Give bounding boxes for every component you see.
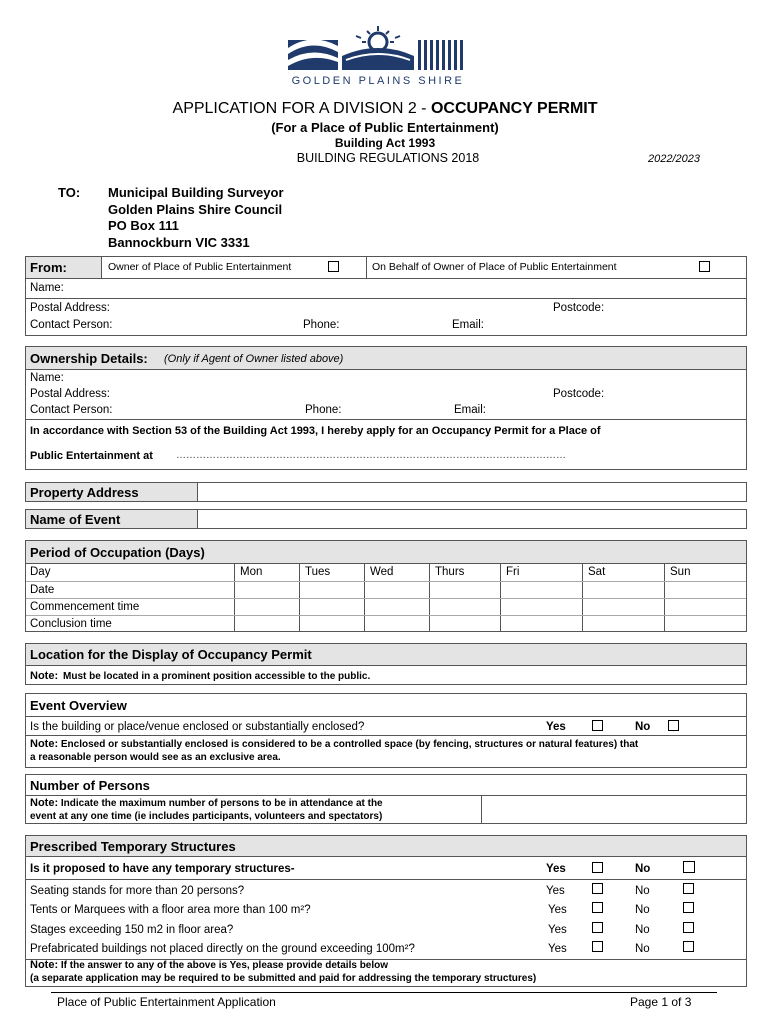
commencement-cell[interactable]	[430, 598, 501, 615]
day-sun: Sun	[665, 564, 747, 581]
stages-yes-checkbox[interactable]	[592, 922, 603, 933]
event-overview-title: Event Overview	[30, 698, 127, 713]
ownership-section	[25, 346, 747, 470]
title-year: 2022/2023	[648, 153, 700, 165]
date-cell[interactable]	[235, 581, 300, 598]
event-overview-section	[25, 693, 747, 768]
location-section	[25, 643, 747, 685]
ownership-email-label: Email:	[454, 404, 486, 416]
row-date-label: Date	[26, 581, 235, 598]
from-phone-label: Phone:	[303, 319, 340, 331]
conclusion-cell[interactable]	[365, 615, 430, 632]
enclosed-yes-checkbox[interactable]	[592, 720, 603, 731]
temp-item-yes-label: Yes	[548, 943, 567, 955]
overview-note-line1: Enclosed or substantially enclosed is considered to be a controlled space (by fencing, structures or natural features) that	[60, 739, 639, 750]
temp-note-line2: (a separate application may be required to be submitted and paid for addressing the temporary structures)	[30, 972, 537, 984]
ownership-contact-label: Contact Person:	[30, 404, 113, 416]
commencement-cell[interactable]	[583, 598, 665, 615]
from-name-label: Name:	[30, 282, 64, 294]
temp-note-line1: If the answer to any of the above is Yes, please provide details below	[60, 960, 389, 971]
from-option-agent: On Behalf of Owner of Place of Public Entertainment	[372, 261, 617, 273]
persons-note-line2: event at any one time (ie includes participants, volunteers and spectators)	[30, 811, 383, 822]
enclosed-no-label: No	[635, 721, 651, 733]
footer-page: Page 1 of 3	[630, 995, 692, 1009]
temp-item-no-label: No	[635, 904, 650, 916]
from-email-label: Email:	[452, 319, 484, 331]
from-option-owner: Owner of Place of Public Entertainment	[108, 261, 292, 273]
property-address-field[interactable]	[25, 482, 747, 502]
to-address	[108, 185, 284, 251]
period-table	[26, 564, 746, 632]
to-line: Bannockburn VIC 3331	[108, 234, 250, 250]
temp-item-yes-label: Yes	[546, 885, 565, 897]
date-cell[interactable]	[300, 581, 365, 598]
day-tues: Tues	[300, 564, 365, 581]
ownership-name-label: Name:	[30, 372, 64, 384]
declaration-dots: ………………………………………………………………………………………………………	[176, 450, 566, 461]
prefab-yes-checkbox[interactable]	[592, 941, 603, 952]
title-regs: BUILDING REGULATIONS 2018	[296, 151, 480, 165]
temp-item-no-label: No	[635, 924, 650, 936]
seating-yes-checkbox[interactable]	[592, 883, 603, 894]
to-line: Golden Plains Shire Council	[108, 201, 283, 217]
seating-no-checkbox[interactable]	[683, 883, 694, 894]
conclusion-cell[interactable]	[300, 615, 365, 632]
tents-yes-checkbox[interactable]	[592, 902, 603, 913]
temp-item-tents: Tents or Marquees with a floor area more than 100 m²?	[30, 904, 311, 916]
date-cell[interactable]	[365, 581, 430, 598]
commencement-cell[interactable]	[235, 598, 300, 615]
persons-count-input[interactable]	[481, 796, 747, 823]
commencement-cell[interactable]	[501, 598, 583, 615]
temp-yes-checkbox[interactable]	[592, 862, 603, 873]
from-label: From:	[30, 260, 67, 275]
council-logo	[286, 26, 470, 86]
event-name-field[interactable]	[25, 509, 747, 529]
row-conclusion-label: Conclusion time	[30, 617, 112, 630]
commencement-cell[interactable]	[665, 598, 747, 615]
from-section	[25, 256, 747, 336]
prefab-no-checkbox[interactable]	[683, 941, 694, 952]
enclosed-no-checkbox[interactable]	[668, 720, 679, 731]
page-title	[0, 100, 770, 118]
to-line: Municipal Building Surveyor	[108, 185, 284, 200]
location-title: Location for the Display of Occupancy Permit	[30, 647, 312, 662]
commencement-cell[interactable]	[365, 598, 430, 615]
overview-note-line2: a reasonable person would see as an exclusive area.	[30, 752, 281, 763]
period-section	[25, 540, 747, 632]
to-line: PO Box 111	[108, 218, 179, 233]
temp-item-no-label: No	[635, 885, 650, 897]
overview-note-label: Note:	[30, 738, 59, 750]
temp-structures-section	[25, 835, 747, 987]
date-cell[interactable]	[501, 581, 583, 598]
logo-graphic	[286, 26, 470, 72]
footer-left: Place of Public Entertainment Application	[57, 995, 276, 1009]
temp-question: Is it proposed to have any temporary structures-	[30, 863, 295, 875]
title-bold: OCCUPANCY PERMIT	[430, 100, 598, 117]
conclusion-cell[interactable]	[235, 615, 300, 632]
date-cell[interactable]	[583, 581, 665, 598]
persons-title: Number of Persons	[30, 778, 150, 793]
date-cell[interactable]	[665, 581, 747, 598]
declaration-line2: Public Entertainment at	[30, 450, 153, 462]
logo-text: GOLDEN PLAINS SHIRE	[291, 75, 465, 87]
to-label: TO:	[58, 185, 81, 200]
temp-no-label: No	[635, 863, 651, 875]
commencement-cell[interactable]	[300, 598, 365, 615]
declaration-line1: In accordance with Section 53 of the Building Act 1993, I hereby apply for an Occupancy Permit for a Place of	[30, 425, 601, 437]
temp-note-label: Note:	[30, 959, 59, 971]
ownership-note: (Only if Agent of Owner listed above)	[164, 353, 344, 365]
row-commencement-label: Commencement time	[26, 598, 235, 615]
day-fri: Fri	[501, 564, 583, 581]
location-note-label: Note:	[30, 670, 59, 682]
persons-note-label: Note:	[30, 797, 59, 809]
day-header-label: Day	[26, 564, 235, 581]
footer-rule	[51, 992, 717, 993]
owner-checkbox[interactable]	[328, 261, 339, 272]
ownership-postal-label: Postal Address:	[30, 388, 110, 400]
day-thurs: Thurs	[430, 564, 501, 581]
period-title: Period of Occupation (Days)	[30, 545, 205, 560]
from-contact-label: Contact Person:	[30, 319, 113, 331]
title-act: Building Act 1993	[334, 136, 436, 150]
title-prefix: APPLICATION FOR A DIVISION 2 -	[172, 100, 431, 117]
conclusion-cell[interactable]	[583, 615, 665, 632]
temp-item-no-label: No	[635, 943, 650, 955]
conclusion-cell[interactable]	[501, 615, 583, 632]
event-name-label: Name of Event	[30, 512, 121, 527]
location-note: Must be located in a prominent position accessible to the public.	[63, 671, 371, 682]
from-postal-label: Postal Address:	[30, 302, 110, 314]
ownership-title: Ownership Details:	[30, 351, 148, 366]
property-address-label: Property Address	[30, 485, 139, 500]
agent-checkbox[interactable]	[699, 261, 710, 272]
temp-item-prefab: Prefabricated buildings not placed directly on the ground exceeding 100m²?	[30, 943, 415, 955]
ownership-phone-label: Phone:	[305, 404, 342, 416]
day-sat: Sat	[583, 564, 665, 581]
temp-item-yes-label: Yes	[548, 904, 567, 916]
from-postcode-label: Postcode:	[553, 302, 605, 314]
day-mon: Mon	[235, 564, 300, 581]
temp-item-yes-label: Yes	[548, 924, 567, 936]
temp-item-seating: Seating stands for more than 20 persons?	[30, 885, 245, 897]
conclusion-cell[interactable]	[430, 615, 501, 632]
temp-title: Prescribed Temporary Structures	[30, 839, 236, 854]
enclosed-question: Is the building or place/venue enclosed or substantially enclosed?	[30, 721, 365, 733]
stages-no-checkbox[interactable]	[683, 922, 694, 933]
temp-item-stages: Stages exceeding 150 m2 in floor area?	[30, 924, 234, 936]
date-cell[interactable]	[430, 581, 501, 598]
temp-no-checkbox[interactable]	[683, 861, 695, 873]
enclosed-yes-label: Yes	[546, 721, 566, 733]
title-sub: (For a Place of Public Entertainment)	[271, 120, 499, 135]
conclusion-cell[interactable]	[665, 615, 747, 632]
tents-no-checkbox[interactable]	[683, 902, 694, 913]
ownership-postcode-label: Postcode:	[553, 388, 605, 400]
persons-section	[25, 774, 747, 824]
temp-yes-label: Yes	[546, 863, 566, 875]
persons-note-line1: Indicate the maximum number of persons to be in attendance at the	[60, 798, 383, 809]
day-wed: Wed	[365, 564, 430, 581]
